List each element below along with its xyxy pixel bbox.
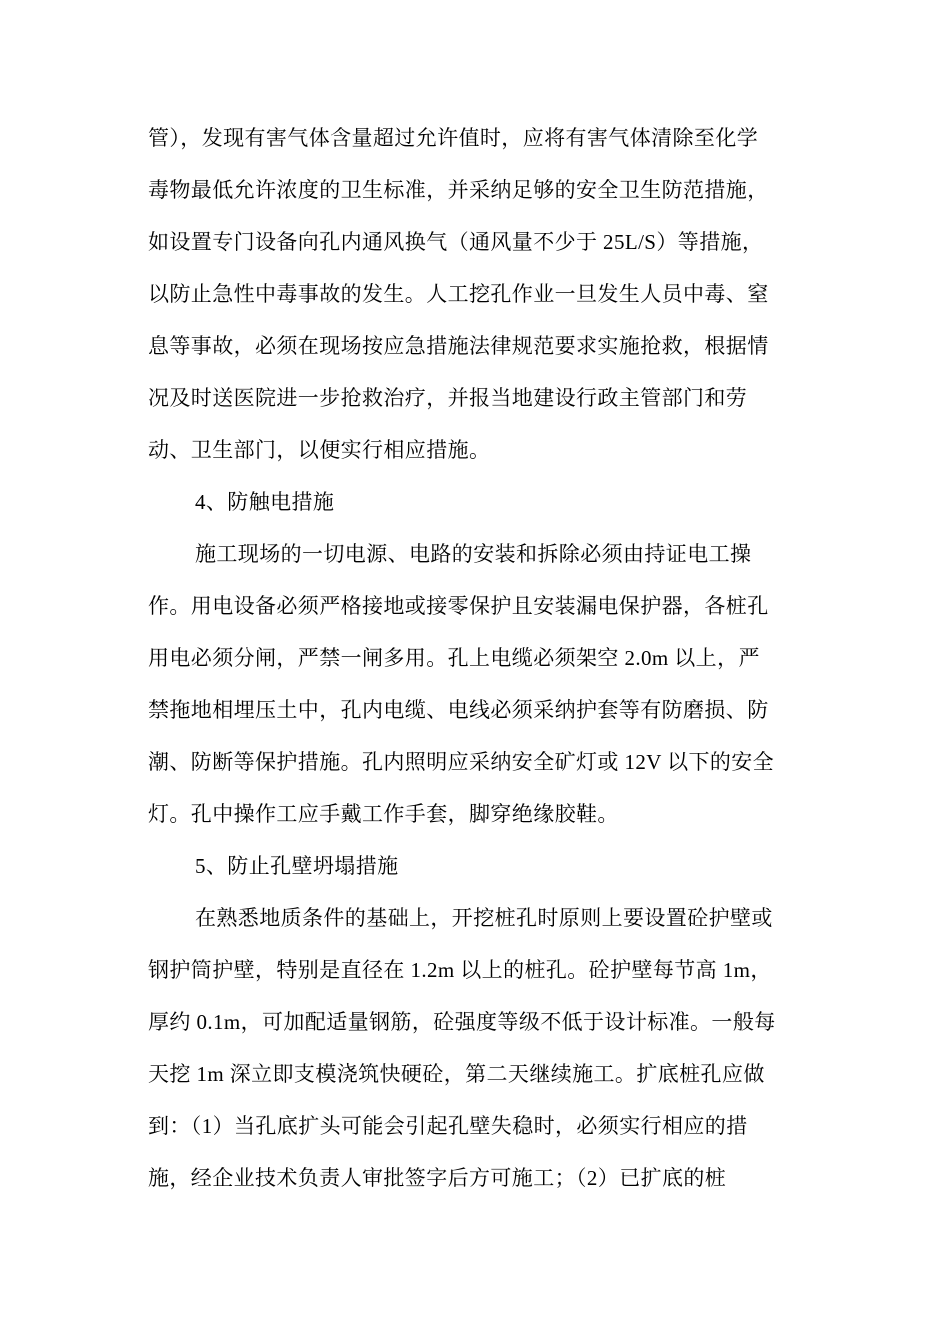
text-line: 用电必须分闸，严禁一闸多用。孔上电缆必须架空 2.0m 以上，严 [148,646,760,670]
text-line: 如设置专门设备向孔内通风换气（通风量不少于 25L/S）等措施， [148,230,764,254]
text-line: 灯。孔中操作工应手戴工作手套，脚穿绝缘胶鞋。 [148,802,619,826]
text-line: 动、卫生部门，以便实行相应措施。 [148,438,491,462]
text-line: 息等事故，必须在现场按应急措施法律规范要求实施抢救，根据情 [148,334,769,358]
text-line: 天挖 1m 深立即支模浇筑快硬砼，第二天继续施工。扩底桩孔应做 [148,1062,765,1086]
text-line: 在熟悉地质条件的基础上，开挖桩孔时原则上要设置砼护壁或 [195,906,773,930]
text-line: 钢护筒护壁，特别是直径在 1.2m 以上的桩孔。砼护壁每节高 1m， [148,958,772,982]
text-line: 施，经企业技术负责人审批签字后方可施工；（2）已扩底的桩 [148,1166,727,1190]
text-line: 管），发现有害气体含量超过允许值时，应将有害气体清除至化学 [148,126,759,150]
section-heading: 5、防止孔壁坍塌措施 [195,854,399,878]
text-line: 况及时送医院进一步抢救治疗，并报当地建设行政主管部门和劳 [148,386,748,410]
text-line: 毒物最低允许浓度的卫生标准，并采纳足够的安全卫生防范措施， [148,178,769,202]
text-line: 以防止急性中毒事故的发生。人工挖孔作业一旦发生人员中毒、窒 [148,282,769,306]
text-line: 厚约 0.1m，可加配适量钢筋，砼强度等级不低于设计标准。一般每 [148,1010,776,1034]
text-line: 潮、防断等保护措施。孔内照明应采纳安全矿灯或 12V 以下的安全 [148,750,775,774]
text-line: 作。用电设备必须严格接地或接零保护且安装漏电保护器，各桩孔 [148,594,769,618]
text-line: 禁拖地相埋压土中，孔内电缆、电线必须采纳护套等有防磨损、防 [148,698,769,722]
section-heading: 4、防触电措施 [195,490,335,514]
text-line: 施工现场的一切电源、电路的安装和拆除必须由持证电工操 [195,542,752,566]
text-line: 到：（1）当孔底扩头可能会引起孔壁失稳时，必须实行相应的措 [148,1114,748,1138]
